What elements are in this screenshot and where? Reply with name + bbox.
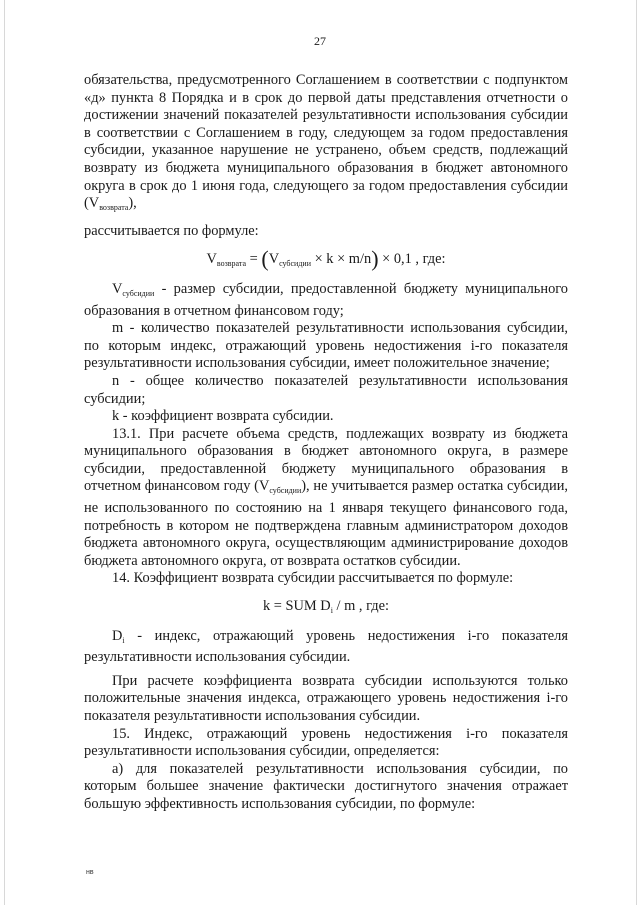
paragraph-positive-values: При расчете коэффициента возврата субсидии используются только положительные значения индекса, отражающего уровень недостижения i-го показателя результативности использования субсидии.	[84, 672, 568, 724]
formula-coefficient: k = SUM $D_i$ / m , где:	[262, 598, 389, 616]
definition-m: m - количество показателей результативности использования субсидии, по которым индекс, отражающий уровень недостижения i-го показателя результативности использования субсидии, имеет положительное значение;	[84, 320, 568, 372]
scan-edge-right	[636, 0, 637, 905]
document-body	[84, 72, 568, 814]
paragraph-13-1: 13.1. При расчете объема средств, подлежащих возврату из бюджета муниципального образования в бюджет автономного округа, в размере субсидии, предоставленной бюджету муниципального образования в отчетном финансовом году $(V_{субсидии})$, не учитывается размер остатка субсидии, не использованного по состоянию на 1 января текущего финансового года, потребность в котором не подтверждена главным администратором доходов бюджета автономного округа, осуществляющим администрирование доходов бюджета автономного округа, от возврата остатков субсидии.	[84, 425, 568, 569]
paragraph-15: 15. Индекс, отражающий уровень недостижения i-го показателя результативности использования субсидии, определяется:	[84, 725, 568, 760]
paragraph-obligation: обязательства, предусмотренного Соглашением в соответствии с подпунктом «д» пункта 8 Порядка и в срок до первой даты представления отчетности о достижении значений показателей результативности использования субсидии в соответствии с Соглашением в году, следующем за годом предоставления субсидии, указанное нарушение не устранено, объем средств, подлежащий возврату из бюджета муниципального образования в бюджет автономного округа в срок до 1 июня года, следующего за годом предоставления субсидии $(V_{возврата})$,	[84, 72, 568, 213]
definition-k: k - коэффициент возврата субсидии.	[112, 408, 334, 425]
scan-edge-left	[4, 0, 5, 905]
formula-refund-volume: $V_{возврата} = (V_{субсидии} \times k \times m/n) \times 0,1$ , где:	[206, 246, 446, 272]
paragraph-15-a: а) для показателей результативности использования субсидии, по которым большее значение фактически достигнутого значения отражает большую эффективность использования субсидии, по формуле:	[84, 760, 568, 812]
paragraph-formula-intro: рассчитывается по формуле:	[84, 222, 259, 239]
paragraph-14: 14. Коэффициент возврата субсидии рассчитывается по формуле:	[112, 570, 514, 587]
page-number: 27	[314, 34, 326, 48]
definition-n: n - общее количество показателей результативности использования субсидии;	[84, 372, 568, 407]
footer-initials: нв	[86, 869, 94, 876]
definition-d-i: $D_i$ - индекс, отражающий уровень недостижения i-го показателя результативности использования субсидии.	[84, 627, 568, 666]
definition-v-subsidy: $V_{субсидии}$ - размер субсидии, предоставленной бюджету муниципального образования в отчетном финансовом году;	[84, 280, 568, 319]
